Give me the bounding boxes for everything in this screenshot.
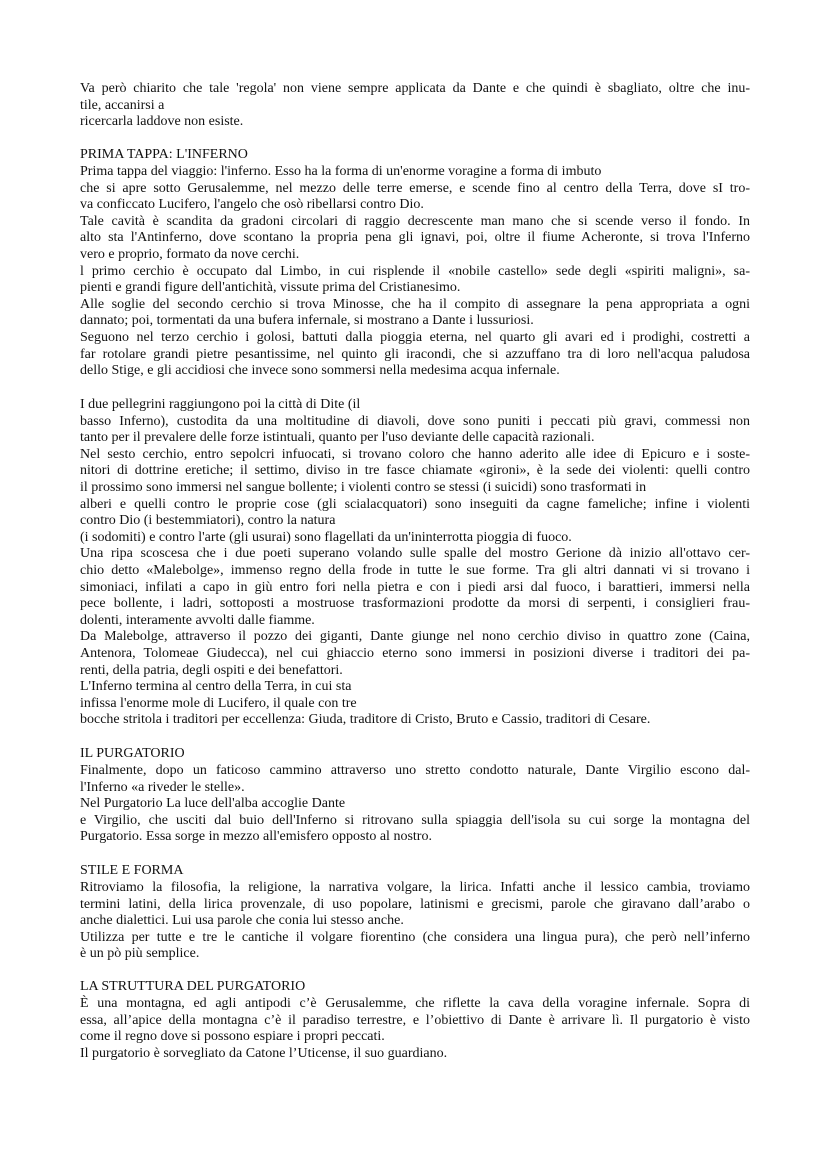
- paragraph-line: pienti e grandi figure dell'antichità, vissute prima del Cristianesimo.: [80, 280, 461, 296]
- paragraph-line: dello Stige, e gli accidiosi che invece sono sommersi nella medesima acqua infernale.: [80, 363, 560, 379]
- paragraph-line: renti, della patria, degli ospiti e dei benefattori.: [80, 662, 343, 678]
- paragraph-line: È una montagna, ed agli antipodi c’è Gerusalemme, che riflette la cava della voragine infernale. Sopra di: [80, 996, 750, 1011]
- paragraph-line: Prima tappa del viaggio: l'inferno. Esso ha la forma di un'enorme voragine a forma di imbuto: [80, 164, 602, 179]
- paragraph-line: nitori di dottrine eretiche; il settimo, diviso in tre fasce chiamate «gironi», è la sede dei violenti: quelli contro: [80, 463, 750, 479]
- paragraph-line: Una ripa scoscesa che i due poeti superano volando sulle spalle del mostro Gerione dà inizio all'ottavo cer-: [80, 546, 750, 562]
- paragraph-line: Seguono nel terzo cerchio i golosi, battuti dalla pioggia eterna, nel quarto gli avari ed i prodighi, costretti a: [80, 330, 750, 345]
- paragraph-line: essa, all’apice della montagna c’è il paradiso terrestre, e l’obiettivo di Dante è arrivare lì. Il purgatorio è visto: [80, 1012, 750, 1028]
- paragraph-line: pece bollente, i ladri, sottoposti a mostruose trasformazioni prodotte da morsi di serpenti, i consiglieri frau-: [80, 596, 750, 612]
- paragraph-line: e Virgilio, che usciti dal buio dell'Inferno si ritrovano sulla spiaggia dell'isola su cui sorge la montagna del: [80, 812, 750, 828]
- paragraph-line: basso Inferno), custodita da una moltitudine di diavoli, dove sono puniti i peccati più gravi, commessi non: [80, 413, 750, 429]
- paragraph-line: alto sta l'Antinferno, dove scontano la propria pena gli ignavi, poi, oltre il fiume Acheronte, si trova l'Inferno: [80, 230, 750, 246]
- paragraph-line: come il regno dove si possono espiare i propri peccati.: [80, 1029, 385, 1045]
- paragraph-line: contro Dio (i bestemmiatori), contro la natura: [80, 513, 336, 529]
- section-heading: IL PURGATORIO: [80, 746, 185, 761]
- paragraph-line: Alle soglie del secondo cerchio si trova Minosse, che ha il compito di assegnare la pena appropriata a ogni: [80, 296, 750, 312]
- paragraph-line: simoniaci, infilati a capo in giù entro fori nella pietra e con i piedi arsi dal fuoco, i barattieri, immersi nella: [80, 579, 750, 595]
- paragraph-line: Da Malebolge, attraverso il pozzo dei giganti, Dante giunge nel nono cerchio diviso in quattro zone (Caina,: [80, 629, 750, 645]
- paragraph-line: tanto per il prevalere delle forze istintuali, quanto per l'uso deviante delle capacità razionali.: [80, 430, 595, 446]
- section-heading: LA STRUTTURA DEL PURGATORIO: [80, 979, 306, 994]
- paragraph-line: far rotolare grandi pietre pesantissime, nel quinto gli iracondi, che si azzuffano tra di loro nell'acqua paludosa: [80, 346, 750, 362]
- paragraph-line: Va però chiarito che tale 'regola' non viene sempre applicata da Dante e che quindi è sbagliato, oltre che inu-: [80, 81, 750, 96]
- paragraph-line: (i sodomiti) e contro l'arte (gli usurai) sono flagellati da un'ininterrotta pioggia di fuoco.: [80, 529, 572, 545]
- section-heading: PRIMA TAPPA: L'INFERNO: [80, 147, 248, 162]
- paragraph-line: infissa l'enorme mole di Lucifero, il quale con tre: [80, 695, 357, 711]
- paragraph-line: ricercarla laddove non esiste.: [80, 114, 244, 130]
- paragraph-line: dannato; poi, tormentati da una bufera infernale, si mostrano a Dante i lussuriosi.: [80, 313, 534, 329]
- paragraph-line: anche dialettici. Lui usa parole che conia lui stesso anche.: [80, 913, 404, 929]
- paragraph-line: Nel sesto cerchio, entro sepolcri infuocati, si trovano coloro che hanno aderito alle idee di Epicuro e i soste-: [80, 446, 750, 462]
- paragraph-line: alberi e quelli contro le proprie cose (gli scialacquatori) sono inseguiti da cagne fameliche; infine i violenti: [80, 496, 750, 512]
- paragraph-line: l'Inferno «a riveder le stelle».: [80, 779, 245, 795]
- paragraph-line: bocche stritola i traditori per eccellenza: Giuda, traditore di Cristo, Bruto e Cassio, traditori di Cesare.: [80, 712, 651, 728]
- paragraph-line: L'Inferno termina al centro della Terra, in cui sta: [80, 679, 352, 695]
- paragraph-line: Purgatorio. Essa sorge in mezzo all'emisfero opposto al nostro.: [80, 829, 432, 845]
- paragraph-line: Finalmente, dopo un faticoso cammino attraverso uno stretto condotto naturale, Dante Virgilio escono dal-: [80, 763, 750, 778]
- paragraph-line: termini latini, della lirica provenzale, di uso popolare, latinismi e grecismi, parole che giravano dall’arabo o: [80, 896, 750, 912]
- paragraph-line: che si apre sotto Gerusalemme, nel mezzo delle terre emerse, e scende fino al centro della Terra, dove sI tro-: [80, 180, 750, 196]
- paragraph-line: il prossimo sono immersi nel sangue bollente; i violenti contro se stessi (i suicidi) sono trasformati in: [80, 480, 647, 495]
- paragraph-line: l primo cerchio è occupato dal Limbo, in cui risplende il «nobile castello» sede degli «spiriti maligni», sa-: [80, 263, 750, 279]
- paragraph-line: è un pò più semplice.: [80, 946, 200, 962]
- paragraph-line: dolenti, interamente avvolti dalle fiamme.: [80, 612, 315, 628]
- paragraph-line: vero e proprio, formato da nove cerchi.: [80, 247, 300, 262]
- paragraph-line: Antenora, Tolomeae Giudecca), nel cui ghiaccio eterno sono immersi in posizioni diverse i traditori dei pa-: [80, 646, 750, 661]
- paragraph-line: I due pellegrini raggiungono poi la città di Dite (il: [80, 397, 361, 412]
- paragraph-line: Ritroviamo la filosofia, la religione, la narrativa volgare, la lirica. Infatti anche il lessico cambia, troviamo: [80, 880, 750, 895]
- paragraph-line: tile, accanirsi a: [80, 97, 165, 113]
- paragraph-line: Utilizza per tutte e tre le cantiche il volgare fiorentino (che considera una lingua pura), che però nell’inferno: [80, 929, 750, 945]
- paragraph-line: Nel Purgatorio La luce dell'alba accoglie Dante: [80, 796, 346, 812]
- section-heading: STILE E FORMA: [80, 863, 184, 878]
- paragraph-line: Il purgatorio è sorvegliato da Catone l’Uticense, il suo guardiano.: [80, 1045, 448, 1061]
- paragraph-line: va conficcato Lucifero, l'angelo che osò ribellarsi contro Dio.: [80, 197, 424, 213]
- paragraph-line: chio detto «Malebolge», immenso regno della frode in tutte le sue forme. Tra gli altri dannati vi si trovano i: [80, 563, 750, 578]
- paragraph-line: Tale cavità è scandita da gradoni circolari di raggio decrescente man mano che si scende verso il fondo. In: [80, 213, 750, 229]
